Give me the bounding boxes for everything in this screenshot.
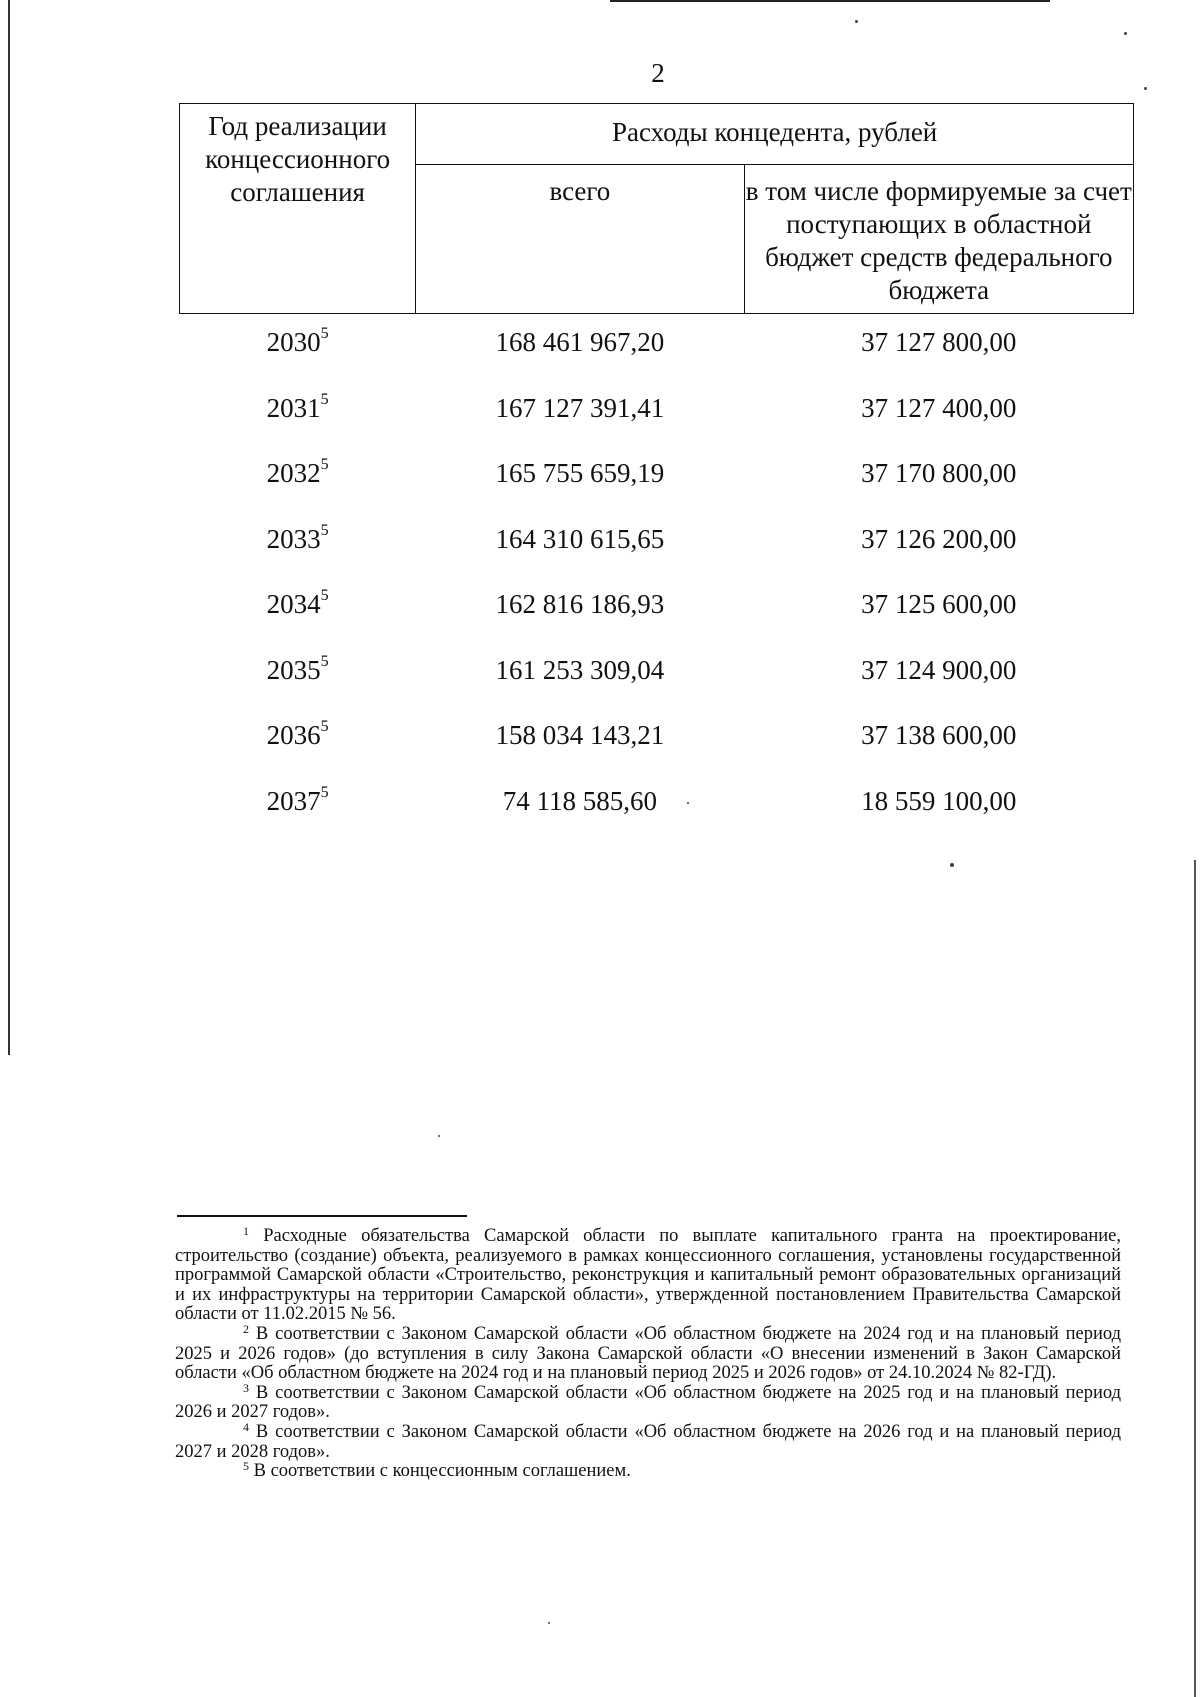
scan-speck <box>1144 87 1147 90</box>
year-cell <box>180 314 416 380</box>
footnotes <box>175 1224 1121 1482</box>
federal-cell: 37 127 800,00 <box>861 327 1017 357</box>
year-cell <box>180 445 416 511</box>
footnote-number: 4 <box>243 1419 249 1434</box>
year-cell <box>180 511 416 577</box>
page-number: 2 <box>651 58 665 88</box>
footnote-number: 1 <box>243 1224 249 1238</box>
year-value: 2036 <box>266 720 321 750</box>
table-row <box>180 773 1134 839</box>
table-row <box>180 576 1134 642</box>
footnote-text: В соответствии с Законом Самарской области «Об областном бюджете на 2026 год и на плановый период 2027 и 2028 годов». <box>175 1421 1121 1462</box>
total-cell: 164 310 615,65 <box>495 523 665 554</box>
footnote <box>175 1380 1121 1423</box>
total-cell: 167 127 391,41 <box>495 392 665 423</box>
footnote-text: В соответствии с Законом Самарской области «Об областном бюджете на 2024 год и на плановый период 2025 и 2026 годов» (до вступления в силу Закона Самарской области «О внесении изменений в Закон Самарской области «Об областном бюджете на 2024 год и на плановый период 2025 и 2026 годов» от 24.10.2024 № 82-ГД). <box>175 1323 1121 1384</box>
scan-artifact-top-line <box>610 0 1050 2</box>
total-cell: 162 816 186,93 <box>495 589 665 619</box>
table-row <box>180 707 1134 773</box>
footnote-mark: 5 <box>320 718 329 735</box>
year-cell <box>180 773 416 839</box>
footnote-text: В соответствии с концессионным соглашением. <box>253 1461 631 1482</box>
year-value: 2037 <box>266 785 321 816</box>
header-federal: в том числе формируемые за счет поступающих в областной бюджет средств федерального бюджета <box>744 165 1133 314</box>
federal-cell: 37 170 800,00 <box>861 458 1017 488</box>
year-value: 2034 <box>266 589 321 619</box>
federal-cell: 18 559 100,00 <box>861 785 1017 816</box>
year-value: 2030 <box>266 327 321 357</box>
footnote <box>175 1419 1121 1462</box>
expenses-table <box>179 103 1134 838</box>
total-cell: 161 253 309,04 <box>495 654 665 685</box>
year-cell <box>180 707 416 773</box>
total-cell: 165 755 659,19 <box>495 458 665 488</box>
footnote-mark: 5 <box>320 587 329 604</box>
footnote-text: В соответствии с Законом Самарской области «Об областном бюджете на 2025 год и на плановый период 2026 и 2027 годов». <box>175 1382 1121 1423</box>
federal-cell: 37 124 900,00 <box>861 654 1017 685</box>
year-cell <box>180 642 416 708</box>
header-total: всего <box>416 165 744 314</box>
scan-speck <box>855 20 858 23</box>
scan-speck <box>548 1622 550 1624</box>
federal-cell: 37 125 600,00 <box>861 589 1017 619</box>
total-cell: 158 034 143,21 <box>495 720 665 750</box>
year-value: 2035 <box>266 654 321 685</box>
federal-cell: 37 138 600,00 <box>861 720 1017 750</box>
footnote <box>175 1459 1121 1482</box>
scan-artifact-left-edge <box>8 0 10 1055</box>
table-row <box>180 642 1134 708</box>
year-value: 2033 <box>266 523 321 554</box>
table-row <box>180 445 1134 511</box>
year-value: 2031 <box>266 392 321 423</box>
footnote-mark: 5 <box>320 783 329 801</box>
footnote-number: 2 <box>243 1321 249 1336</box>
year-value: 2032 <box>266 458 321 488</box>
header-expenses: Расходы концедента, рублей <box>416 104 1134 165</box>
footnote-separator <box>177 1215 467 1217</box>
table-body <box>180 314 1134 839</box>
footnote-number: 5 <box>243 1459 249 1474</box>
footnote-mark: 5 <box>320 521 329 539</box>
footnote-text: Расходные обязательства Самарской области по выплате капитального гранта на проектирование, строительство (создание) объекта, реализуемого в рамках концессионного соглашения, установлены государственной программой Самарской области «Строительство, реконструкция и капитальный ремонт образовательных организаций и их инфраструктуры на территории Самарской области», утвержденной постановлением Правительства Самарской области от 11.02.2015 № 56. <box>175 1226 1121 1325</box>
footnote-number: 3 <box>243 1380 249 1395</box>
footnote-mark: 5 <box>320 390 329 408</box>
header-year: Год реализации концессионного соглашения <box>180 104 416 314</box>
scan-artifact-right-edge <box>1194 860 1196 1697</box>
scan-speck <box>950 863 954 867</box>
footnote <box>175 1321 1121 1384</box>
total-cell: 74 118 585,60 <box>502 785 658 816</box>
scan-speck <box>1124 32 1127 35</box>
total-cell: 168 461 967,20 <box>495 327 665 357</box>
year-cell <box>180 380 416 446</box>
footnote-mark: 5 <box>320 325 329 342</box>
footnote-mark: 5 <box>320 456 329 473</box>
footnote-mark: 5 <box>320 652 329 670</box>
footnote <box>175 1224 1121 1325</box>
scan-speck <box>438 1135 440 1137</box>
table-row <box>180 511 1134 577</box>
federal-cell: 37 126 200,00 <box>861 523 1017 554</box>
year-cell <box>180 576 416 642</box>
scan-speck <box>687 802 689 804</box>
federal-cell: 37 127 400,00 <box>861 392 1017 423</box>
table-row <box>180 314 1134 380</box>
table-row <box>180 380 1134 446</box>
